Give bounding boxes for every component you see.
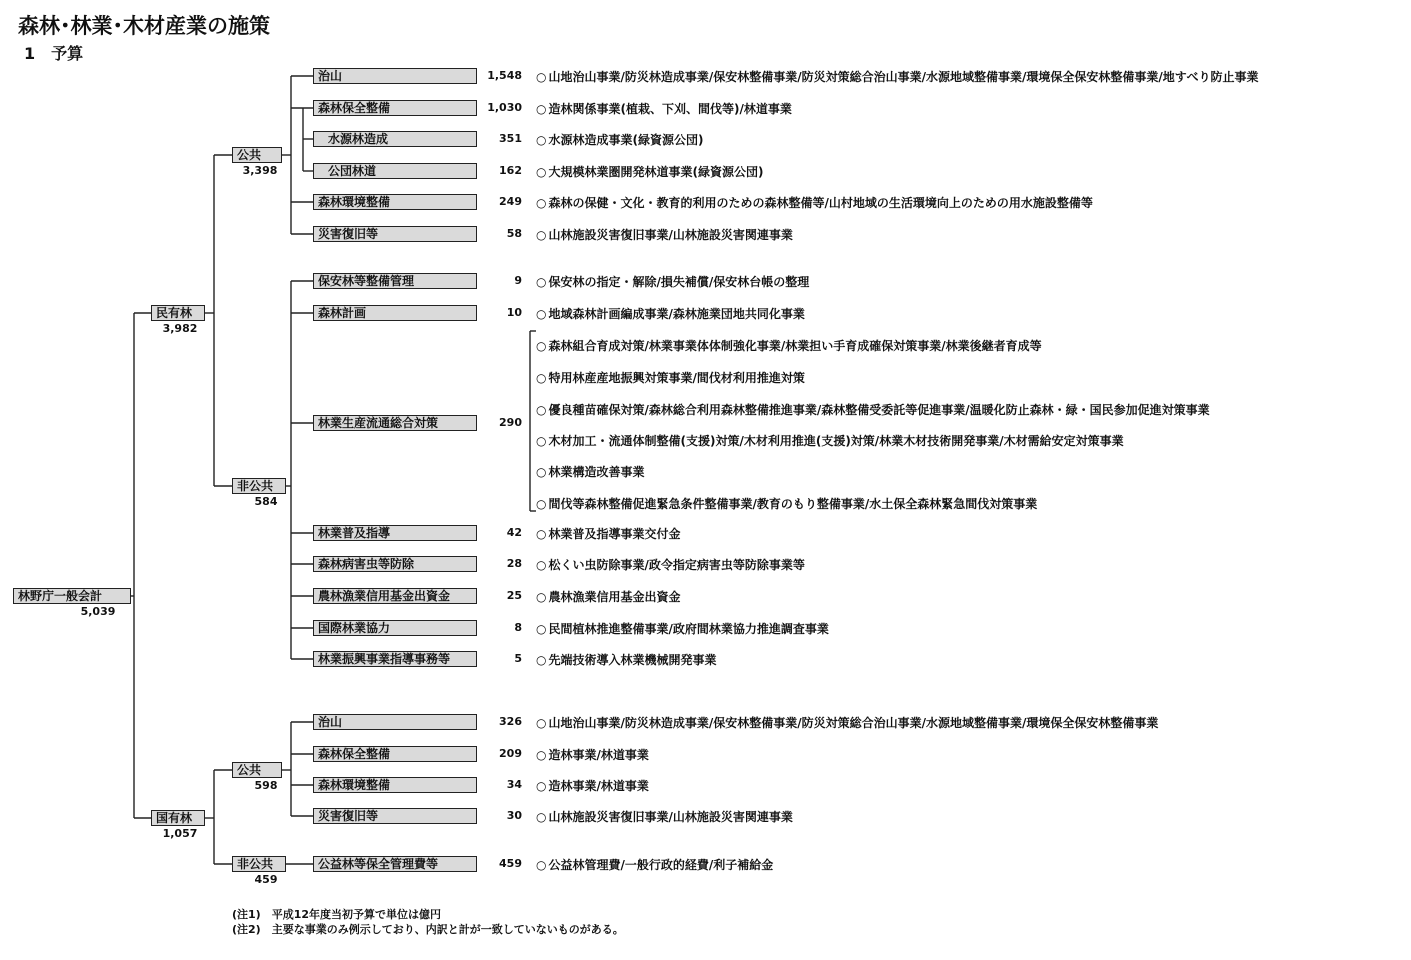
item-box: 治山 [313,68,477,84]
node-minyurin-public-total: 3,398 [242,164,278,177]
circle-bullet-icon: ○ [536,275,547,289]
item-desc: ○ 山地治山事業/防災林造成事業/保安林整備事業/防災対策総合治山事業/水源地域整備事業/環境保全保安林整備事業 [536,716,1159,730]
item-desc: ○ 優良種苗確保対策/森林総合利用森林整備推進事業/森林整備受委託等促進事業/温暖化防止森林・緑・国民参加促進対策事業 [536,403,1210,417]
item-box: 国際林業協力 [313,620,477,636]
circle-bullet-icon: ○ [536,133,547,147]
circle-bullet-icon: ○ [536,748,547,762]
circle-bullet-icon: ○ [536,165,547,179]
circle-bullet-icon: ○ [536,716,547,730]
item-desc: ○ 民間植林推進整備事業/政府間林業協力推進調査事業 [536,622,829,636]
item-desc: ○ 農林漁業信用基金出資金 [536,590,681,604]
circle-bullet-icon: ○ [536,622,547,636]
item-desc: ○ 造林関係事業(植栽、下刈、間伐等)/林道事業 [536,102,792,116]
item-desc: ○ 大規模林業圏開発林道事業(緑資源公団) [536,165,764,179]
item-desc: ○ 山林施設災害復旧事業/山林施設災害関連事業 [536,810,793,824]
item-amount: 326 [499,715,522,728]
circle-bullet-icon: ○ [536,497,547,511]
item-amount: 459 [499,857,522,870]
circle-bullet-icon: ○ [536,307,547,321]
item-amount: 9 [514,274,522,287]
node-kokuyurin-nonpublic-total: 459 [254,873,278,886]
item-desc: ○ 水源林造成事業(緑資源公団) [536,133,704,147]
item-desc: ○ 特用林産産地振興対策事業/間伐材利用推進対策 [536,371,805,385]
item-desc: ○ 造林事業/林道事業 [536,748,649,762]
item-box: 公益林等保全管理費等 [313,856,477,872]
node-kokuyurin-total: 1,057 [162,827,198,840]
circle-bullet-icon: ○ [536,102,547,116]
item-box: 森林保全整備 [313,746,477,762]
item-box: 森林環境整備 [313,194,477,210]
circle-bullet-icon: ○ [536,403,547,417]
item-amount: 290 [499,416,522,429]
item-amount: 1,548 [487,69,522,82]
circle-bullet-icon: ○ [536,810,547,824]
item-amount: 58 [506,227,522,240]
item-desc: ○ 木材加工・流通体制整備(支援)対策/木材利用推進(支援)対策/林業木材技術開発事業/木材需給安定対策事業 [536,434,1124,448]
item-desc: ○ 山林施設災害復旧事業/山林施設災害関連事業 [536,228,793,242]
page-title: 森林･林業･木材産業の施策 [18,14,270,38]
circle-bullet-icon: ○ [536,434,547,448]
item-box: 森林計画 [313,305,477,321]
item-desc: ○ 森林の保健・文化・教育的利用のための森林整備等/山村地域の生活環境向上のための用水施設整備等 [536,196,1093,210]
node-kokuyurin-public-total: 598 [254,779,278,792]
circle-bullet-icon: ○ [536,558,547,572]
footnote-2: (注2) 主要な事業のみ例示しており、内訳と計が一致していないものがある。 [232,923,624,936]
circle-bullet-icon: ○ [536,70,547,84]
item-box: 森林環境整備 [313,777,477,793]
circle-bullet-icon: ○ [536,228,547,242]
node-minyurin-total: 3,982 [162,322,198,335]
item-amount: 34 [506,778,522,791]
item-desc: ○ 林業普及指導事業交付金 [536,527,681,541]
circle-bullet-icon: ○ [536,590,547,604]
item-box: 農林漁業信用基金出資金 [313,588,477,604]
node-minyurin-nonpublic-total: 584 [254,495,278,508]
item-box: 公団林道 [313,163,477,179]
item-amount: 209 [499,747,522,760]
item-box: 林業生産流通総合対策 [313,415,477,431]
item-desc: ○ 先端技術導入林業機械開発事業 [536,653,717,667]
item-desc: ○ 山地治山事業/防災林造成事業/保安林整備事業/防災対策総合治山事業/水源地域整備事業/環境保全保安林整備事業/地すべり防止事業 [536,70,1259,84]
item-amount: 25 [506,589,522,602]
circle-bullet-icon: ○ [536,196,547,210]
item-desc: ○ 造林事業/林道事業 [536,779,649,793]
item-amount: 28 [506,557,522,570]
item-desc: ○ 地域森林計画編成事業/森林施業団地共同化事業 [536,307,805,321]
item-amount: 162 [499,164,522,177]
item-desc: ○ 間伐等森林整備促進緊急条件整備事業/教育のもり整備事業/水土保全森林緊急間伐対策事業 [536,497,1038,511]
circle-bullet-icon: ○ [536,371,547,385]
circle-bullet-icon: ○ [536,779,547,793]
node-kokuyurin-nonpublic: 非公共 [232,856,286,872]
item-amount: 351 [499,132,522,145]
item-desc: ○ 森林組合育成対策/林業事業体体制強化事業/林業担い手育成確保対策事業/林業後継者育成等 [536,339,1042,353]
item-box: 保安林等整備管理 [313,273,477,289]
node-minyurin-nonpublic: 非公共 [232,478,286,494]
item-amount: 8 [514,621,522,634]
node-root-total: 5,039 [80,605,116,618]
circle-bullet-icon: ○ [536,465,547,479]
circle-bullet-icon: ○ [536,527,547,541]
item-box: 森林病害虫等防除 [313,556,477,572]
item-amount: 5 [514,652,522,665]
item-box: 林業普及指導 [313,525,477,541]
item-box: 森林保全整備 [313,100,477,116]
circle-bullet-icon: ○ [536,653,547,667]
node-minyurin-public: 公共 [232,147,282,163]
footnote-1: (注1) 平成12年度当初予算で単位は億円 [232,908,442,921]
item-amount: 1,030 [487,101,522,114]
item-box: 災害復旧等 [313,808,477,824]
item-amount: 42 [506,526,522,539]
item-box: 治山 [313,714,477,730]
item-box: 災害復旧等 [313,226,477,242]
node-minyurin: 民有林 [151,305,205,321]
node-kokuyurin-public: 公共 [232,762,282,778]
item-desc: ○ 松くい虫防除事業/政令指定病害虫等防除事業等 [536,558,805,572]
item-amount: 249 [499,195,522,208]
circle-bullet-icon: ○ [536,339,547,353]
item-box: 林業振興事業指導事務等 [313,651,477,667]
node-kokuyurin: 国有林 [151,810,205,826]
section-subtitle: 1 予算 [24,44,84,63]
item-desc: ○ 林業構造改善事業 [536,465,645,479]
item-box: 水源林造成 [313,131,477,147]
circle-bullet-icon: ○ [536,858,547,872]
item-desc: ○ 公益林管理費/一般行政的経費/利子補給金 [536,858,774,872]
node-root: 林野庁一般会計 [13,588,131,604]
item-amount: 10 [506,306,522,319]
item-amount: 30 [506,809,522,822]
item-desc: ○ 保安林の指定・解除/損失補償/保安林台帳の整理 [536,275,810,289]
